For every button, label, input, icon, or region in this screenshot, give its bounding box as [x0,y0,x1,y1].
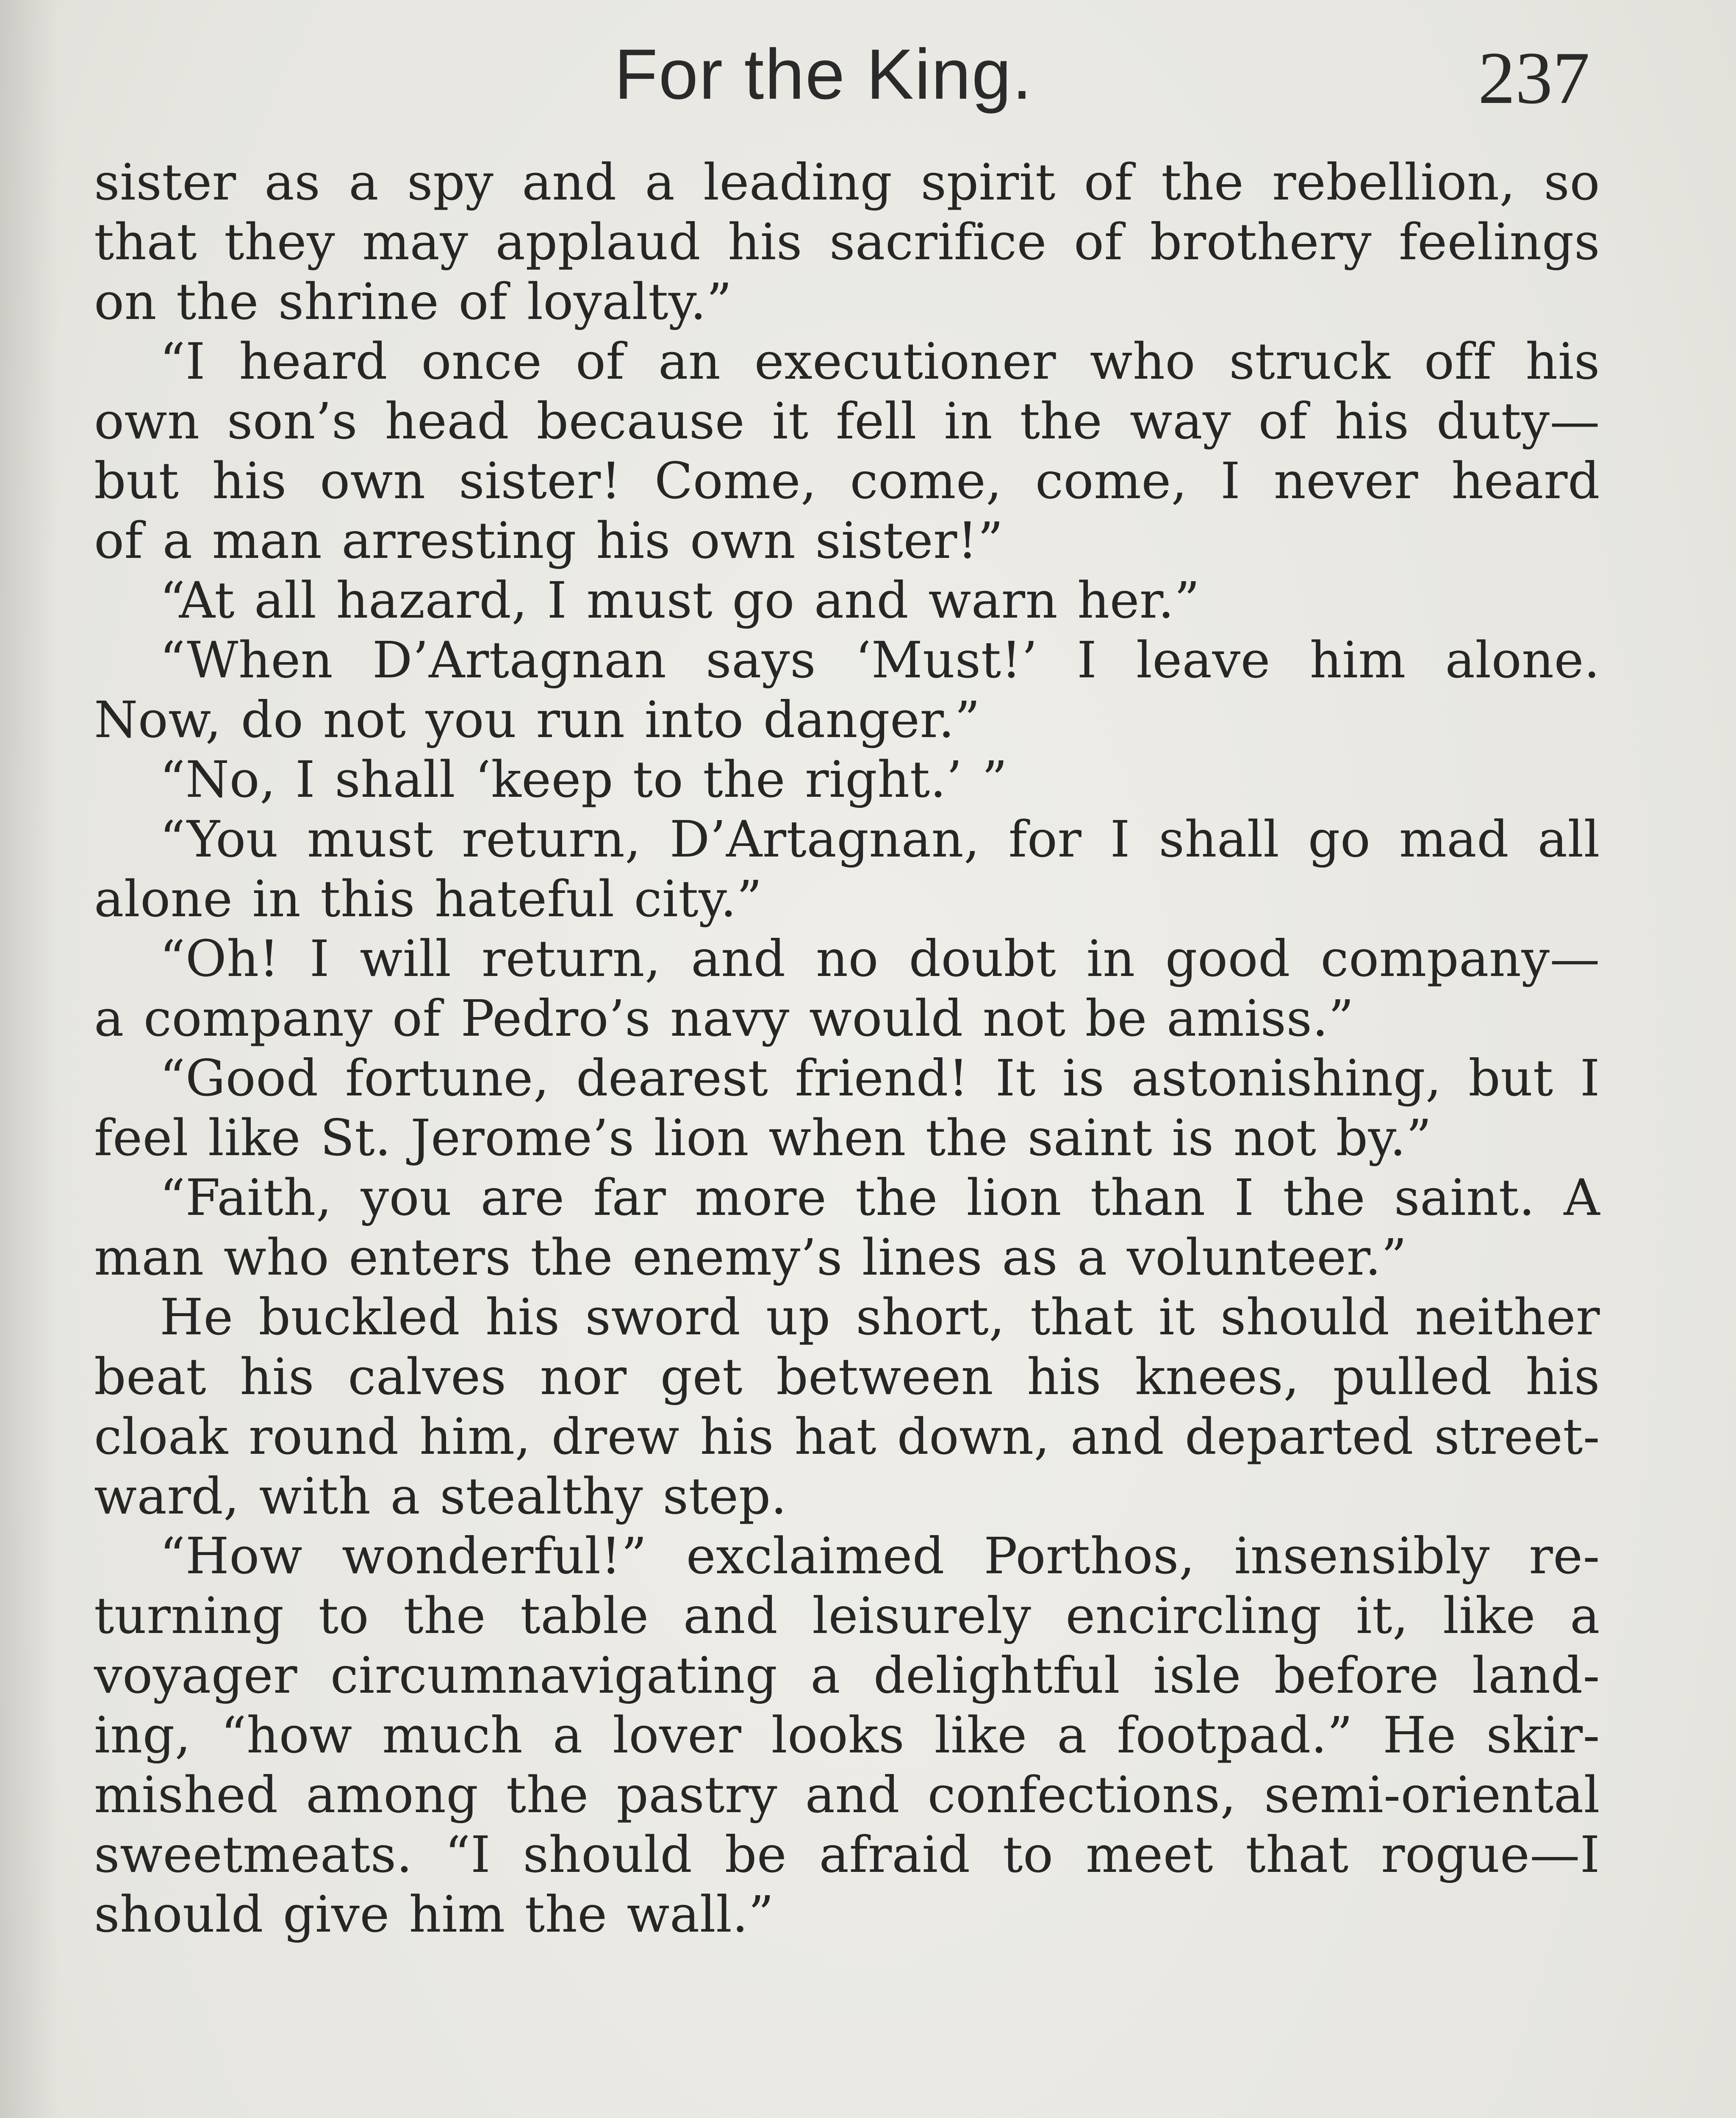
text-line: “I heard once of an executioner who struck off his [160,332,1600,391]
text-line: Now, do not you run into danger.” [94,690,981,749]
text-line: but his own sister! Come, come, come, I never heard [94,452,1600,510]
text-line: should give him the wall.” [94,1885,774,1943]
text-line: “You must return, D’Artagnan, for I shall go mad all [160,810,1600,868]
text-line: voyager circumnavigating a delightful isle before land- [94,1646,1600,1705]
text-line: sweetmeats. “I should be afraid to meet that rogue—I [94,1825,1600,1884]
text-line: sister as a spy and a leading spirit of the rebellion, so [94,153,1600,211]
running-head [0,30,1736,119]
text-line: alone in this hateful city.” [94,870,763,928]
text-line: “Faith, you are far more the lion than I the saint. A [160,1168,1600,1227]
page-number: 237 [1478,37,1590,119]
text-line: “When D’Artagnan says ‘Must!’ I leave him alone. [160,631,1600,689]
spine-shadow [0,0,59,2118]
body-text [94,152,1600,1944]
text-line: ing, “how much a lover looks like a footpad.” He skir- [94,1706,1600,1764]
text-line: “How wonderful!” exclaimed Porthos, insensibly re- [160,1527,1600,1585]
text-line: ward, with a stealthy step. [94,1467,787,1525]
text-line: He buckled his sword up short, that it should neither [160,1288,1600,1346]
text-line: “At all hazard, I must go and warn her.” [160,571,1200,629]
text-line: “No, I shall ‘keep to the right.’ ” [160,750,1008,809]
text-line: that they may applaud his sacrifice of brothery feelings [94,213,1600,271]
text-line: mished among the pastry and confections, semi-oriental [94,1766,1600,1824]
text-line: man who enters the enemy’s lines as a volunteer.” [94,1228,1407,1286]
text-line: “Good fortune, dearest friend! It is astonishing, but I [160,1049,1600,1107]
running-title: For the King. [614,34,1033,114]
text-line: on the shrine of loyalty.” [94,272,732,331]
text-line: own son’s head because it fell in the way of his duty— [94,392,1600,450]
text-line: beat his calves nor get between his knees, pulled his [94,1347,1600,1406]
text-line: feel like St. Jerome’s lion when the saint is not by.” [94,1109,1432,1167]
text-line: of a man arresting his own sister!” [94,511,1004,570]
text-line: cloak round him, drew his hat down, and departed street- [94,1408,1600,1466]
text-line: “Oh! I will return, and no doubt in good company— [160,929,1600,988]
text-line: a company of Pedro’s navy would not be amiss.” [94,989,1354,1048]
text-line: turning to the table and leisurely encircling it, like a [94,1586,1600,1645]
